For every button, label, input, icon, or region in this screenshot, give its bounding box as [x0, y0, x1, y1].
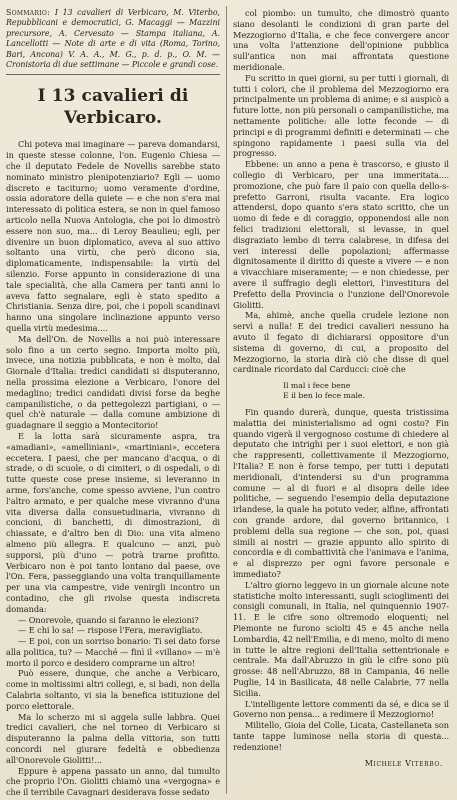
author-signature: Michele Viterbo. [364, 758, 443, 768]
article-paragraph: Militello, Gioia del Colle, Licata, Castellaneta son tante tappe luminose nella storia di questa... redenzione! [233, 720, 449, 752]
article-paragraph: Ma lo scherzo mi si aggela sulle labbra. Quei tredici cavalieri, che nel torneo di Verbicaro si disputeranno la palma della vittoria, son tutti concordi nel giurare fedeltà e obbedienza all'Onorevole Giolitti!... [6, 711, 220, 765]
dialogue-line: — Onorevole, quando si faranno le elezioni? [18, 614, 199, 625]
poem-line: Il mal i fece bene [283, 381, 351, 391]
article-paragraph: Chi poteva mai imaginare — pareva domandarsi, in queste stesse colonne, l'on. Eugenio Chiesa — che il deputato Fedele de Novellis sarebbe stato nominato ministro plenipotenziario? Egli — uomo discreto e taciturno; uomo veramente d'ordine, ossia adoratore della quiete — e che non s'era mai interessato di politica estera, se non in quel famoso articolo nella Nuova Antologia, che poi lo dimostrò essere non suo, ma... di Leroy Beaulieu; egli, per divenire un buon diplomatico, aveva al suo attivo soltanto una virtù, che però dicono sia, diplomaticamente, indispensabile: la virtù del silenzio. Forse appunto in considerazione di una tale specialità, che alla Camera per tanti anni lo aveva fatto segnalare, egli è stato spedito a Christiania. Senza dire, poi, che i popoli scandinavi hanno una singolare inclinazione appunto verso quella virtù medesima.... [6, 139, 220, 333]
article-paragraph: Ma, ahimè, anche quella crudele lezione non servì a nulla! E dei tredici cavalieri nessuno ha avuto il fegato di dichiararsi oppositore d'un sistema di governo, di cui, a proposito del Mezzogiorno, la storia dirà ciò che disse di quel cardinale ricordato dal Carducci: cioè che [233, 310, 449, 375]
article-paragraph: L'altro giorno leggevo in un giornale alcune note statistiche molto interessanti, sugli scioglimenti dei consigli comunali, in Italia, nel quinquennio 1907-11. E le cifre sono oltremodo eloquenti; nel Piemonte ne furono sciolti 45 e 45 anche nella Lombardia, 42 nell'Emilia, e di meno, molto di meno in tutte le altre regioni dell'Italia settentrionale e centrale. Ma dall'Abruzzo in giù le cifre sono più grosse: 48 nell'Abruzzo, 88 in Campania, 46 nelle Puglie, 14 in Basilicata, 48 nelle Calabrie, 77 nella Sicilia. [233, 579, 449, 698]
column-divider [226, 6, 227, 794]
article-paragraph: Eppure è appena passato un anno, dal tumulto che proprio l'On. Giolitti chiamò una «vergogna» e che il terribile Cavagnari desiderava fosse sedato [6, 765, 220, 798]
article-paragraph: col piombo: un tumulto, che dimostrò quanto siano desolanti le condizioni di gran parte del Mezzogiorno d'Italia, e che fece convergere ancor una volta l'attenzione dell'opinione pubblica sull'antica non mai affrontata questione meridionale. [233, 8, 449, 72]
article-paragraph: L'intelligente lettore commenti da sé, e dica se il Governo non pensa... a redimere il Mezzogiorno! [233, 698, 449, 720]
dialogue-line: — E chi lo sa! — rispose l'Fera, meravigliato. [18, 625, 203, 636]
dialogue-line: — E poi, con un sorriso bonario: Ti sei dato forse alla politica, tu? — Macché — finì il «villano» — m'è morto il porco e desidero comprarne un altro! [6, 636, 220, 668]
left-column [6, 8, 220, 798]
poem-quote [283, 381, 449, 401]
right-column [233, 8, 449, 769]
summary-text: I 13 cavalieri di Verbicaro, M. Viterbo, Repubblicani e democratici, G. Macaggi — Mazzini precursore, A. Cervesato — Stampa italiana, A. Lancellotti — Note di arte e di vita (Roma, Torino, Bari, Ancona) V. A. A., M. G., p. d. p., O. M. — Cronistoria di due settimane — Piccole e grandi cose. [6, 8, 220, 70]
summary-block [6, 8, 220, 70]
summary-label: Sommario: [6, 8, 51, 17]
article-paragraph: Ebbene: un anno a pena è trascorso, e giusto il collegio di Verbicaro, per una immeritata.... promozione, che può fare il paio con quella dello-s-prefetto Garroni, risulta vacante. Era logico attendersi, dopo quanto s'era stato scritto, che un uomo di fede e di coraggio, opponendosi alle non felici tradizioni elettorali, si levasse, in quel disgraziato lembo di terra calabrese, in difesa dei veri interessi delle popolazioni; affermasse dignitosamente il diritto di queste a vivere — e non a vivacchiare miseramente; — e non chiedesse, per avere il suffragio degli elettori, l'investitura del Prefetto della Provincia o l'unzione dell'Onorevole Giolitti. [233, 159, 449, 310]
article-paragraph: Fu scritto in quei giorni, su per tutti i giornali, di tutti i colori, che il problema del Mezzogiorno era principalmente un problema di anime; e si auspicò a future lotte, non più personali o campanilistiche, ma nettamente politiche: alle lotte feconde — di principi e di programmi definiti e determinati — che spingono rapidamente i paesi sulla via del progresso. [233, 72, 449, 159]
article-title: I 13 cavalieri di Verbicaro. [37, 86, 189, 129]
article-paragraph: Ma dell'On. de Novellis a noi può interessare solo fino a un certo segno. Importa molto più, invece, una notizia pubblicata, e non è molto, dal Giornale d'Italia: tredici candidati si disputeranno, nella prossima elezione a Verbicaro, l'onore del medaglino; tredici candidati divisi forse da beghe campanilistiche, o da pettegolezzi partigiani, o — quel ch'è naturale — dalla comune ambizione di guadagnare il seggio a Montecitorio! [6, 333, 220, 431]
poem-line: E il ben lo fece male. [283, 391, 365, 401]
article-paragraph: Fin quando durerà, dunque, questa tristissima malattia dei ministerialismo ad ogni costo? Fin quando vigerà il vergognoso costume di chiedere al deputato che intrighi per i suoi elettori, e non già che rappresenti, collettivamente il Mezzogiorno, l'Italia? E non è forse tempo, per tutti i deputati meridionali, d'intendersi su d'un programma comune — al di fuori e al disopra delle idee politiche, — seguendo l'esempio della deputazione irlandese, la quale ha potuto veder, alfine, affrontati con grande ardore, dal governo britannico, i problemi della sua regione — che son, poi, quasi simili ai nostri — grazie appunto allo spirito di concordia e di combattività che l'animava e l'anima, e al disprezzo per ogni favore personale e immediato? [233, 407, 449, 580]
article-paragraph: E la lotta sarà sicuramente aspra, tra «amadiani», «amelliniani», «martiniani», eccetera eccetera. I paesi, che per mancano d'acqua, o di strade, o di scuole, o di cimiteri, o di ospedali, o di tutte queste cose prese insieme, si leveranno in arme, fors'anche, come spesso avviene, l'un contro l'altro armato, e per qualche mese vivranno d'una vita diversa dalla consuetudinaria, vivranno di concioni, di banchetti, di dimostrazioni, di chiassate, e d'altro ben di Dio: una vita almeno almeno più allegra. E qualcuno — anzi, può supporsi, più d'uno — potrà trarne profitto. Verbicaro non è poi tanto lontano dal paese, ove l'On. Fera, passeggiando una volta tranquillamente per una via campestre, vide venirgli incontro un contadino, che gli rivolse questa indiscreta domanda: [6, 430, 220, 614]
summary-divider [6, 74, 220, 75]
article-paragraph: Può essere, dunque, che anche a Verbicaro, come in moltissimi altri collegi, e, si badi, non della Calabria soltanto, vi sia la benefica istituzione del porco elettorale. [6, 668, 220, 711]
